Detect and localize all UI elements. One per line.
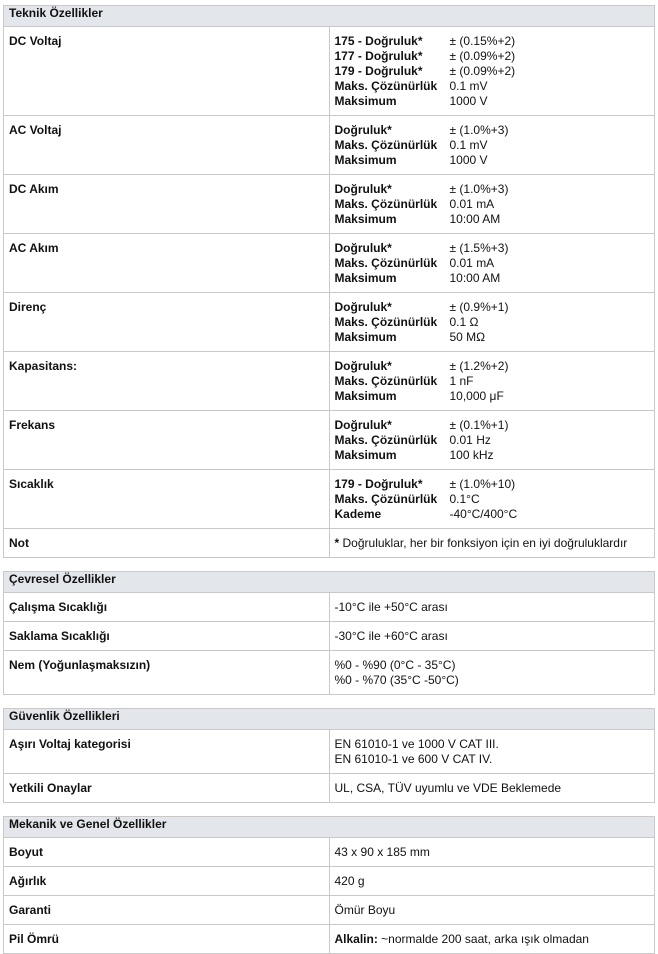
table-row — [4, 175, 655, 234]
row-label: Direnç — [4, 293, 330, 352]
table-row — [4, 925, 655, 954]
row-value — [329, 293, 655, 352]
spec-key: Doğruluk* — [334, 182, 392, 196]
battery-life: ~normalde 200 saat, arka ışık olmadan — [377, 932, 589, 946]
spec-value: -40°C/400°C — [449, 507, 518, 521]
table-row — [4, 593, 655, 622]
table-row — [4, 622, 655, 651]
spec-key: Doğruluk* — [334, 123, 392, 137]
spec-key: Doğruluk* — [334, 418, 392, 432]
row-value — [329, 867, 655, 896]
spec-key: Doğruluk* — [334, 241, 392, 255]
row-label: Sıcaklık — [4, 470, 330, 529]
note-text: Doğruluklar, her bir fonksiyon için en iyi doğruluklardır — [339, 536, 628, 550]
spec-value: ± (1.0%+10) — [449, 477, 516, 491]
spec-key: Kademe — [334, 507, 382, 521]
spec-key: Maksimum — [334, 153, 397, 167]
row-label: Nem (Yoğunlaşmaksızın) — [4, 651, 330, 695]
row-value — [329, 838, 655, 867]
spec-key: Maksimum — [334, 448, 397, 462]
spec-key: Maksimum — [334, 94, 397, 108]
row-label: Frekans — [4, 411, 330, 470]
value-line: EN 61010-1 ve 1000 V CAT III. — [334, 737, 499, 751]
row-value — [329, 27, 655, 116]
spec-value: ± (0.15%+2) — [449, 34, 516, 48]
row-label: DC Voltaj — [4, 27, 330, 116]
table-row — [4, 293, 655, 352]
table-row — [4, 411, 655, 470]
table-row — [4, 529, 655, 558]
spec-value: ± (1.2%+2) — [449, 359, 509, 373]
spec-value: 1 nF — [449, 374, 474, 388]
spec-value: 0.01 mA — [449, 256, 495, 270]
table-row — [4, 352, 655, 411]
spec-value: 100 kHz — [449, 448, 494, 462]
value-line: -30°C ile +60°C arası — [334, 629, 448, 643]
row-label: Aşırı Voltaj kategorisi — [4, 730, 330, 774]
row-label: Not — [4, 529, 330, 558]
spec-key: 177 - Doğruluk* — [334, 49, 423, 63]
table-row — [4, 470, 655, 529]
section-title: Güvenlik Özellikleri — [4, 709, 655, 730]
spec-key: Maks. Çözünürlük — [334, 315, 438, 329]
mechanical-specs-table — [3, 816, 655, 954]
row-value — [329, 774, 655, 803]
spec-value: ± (0.09%+2) — [449, 64, 516, 78]
spec-key: 179 - Doğruluk* — [334, 477, 423, 491]
row-label: Çalışma Sıcaklığı — [4, 593, 330, 622]
row-value — [329, 730, 655, 774]
table-row — [4, 867, 655, 896]
spec-key: Maksimum — [334, 330, 397, 344]
row-label: Boyut — [4, 838, 330, 867]
spec-key: Doğruluk* — [334, 300, 392, 314]
section-title: Çevresel Özellikler — [4, 572, 655, 593]
row-label: AC Akım — [4, 234, 330, 293]
battery-type: Alkalin: — [334, 932, 378, 946]
spec-key: Maks. Çözünürlük — [334, 197, 438, 211]
environmental-specs-table — [3, 571, 655, 695]
row-label: Ağırlık — [4, 867, 330, 896]
section-title: Mekanik ve Genel Özellikler — [4, 817, 655, 838]
row-value — [329, 116, 655, 175]
spec-value: ± (1.0%+3) — [449, 123, 509, 137]
row-value — [329, 925, 655, 954]
spec-key: Maksimum — [334, 271, 397, 285]
value-line: Ömür Boyu — [334, 903, 396, 917]
spec-value: 0.1°C — [449, 492, 480, 506]
spec-value: ± (0.9%+1) — [449, 300, 509, 314]
spec-value: 1000 V — [449, 94, 488, 108]
table-row — [4, 838, 655, 867]
spec-value: 0.01 mA — [449, 197, 495, 211]
table-row — [4, 116, 655, 175]
row-value — [329, 411, 655, 470]
row-label: DC Akım — [4, 175, 330, 234]
spec-value: 1000 V — [449, 153, 488, 167]
row-label: Garanti — [4, 896, 330, 925]
spec-value: 0.1 Ω — [449, 315, 479, 329]
spec-value: 0.1 mV — [449, 79, 488, 93]
row-label: Pil Ömrü — [4, 925, 330, 954]
value-line: %0 - %90 (0°C - 35°C) — [334, 658, 456, 672]
spec-value: ± (1.5%+3) — [449, 241, 509, 255]
table-row — [4, 896, 655, 925]
spec-value: ± (0.09%+2) — [449, 49, 516, 63]
table-row — [4, 27, 655, 116]
technical-specs-table — [3, 5, 655, 558]
value-line: EN 61010-1 ve 600 V CAT IV. — [334, 752, 493, 766]
value-line: UL, CSA, TÜV uyumlu ve VDE Beklemede — [334, 781, 562, 795]
row-value — [329, 352, 655, 411]
table-row — [4, 730, 655, 774]
row-value — [329, 593, 655, 622]
spec-value: 0.01 Hz — [449, 433, 491, 447]
note-asterisk: * — [334, 536, 340, 550]
spec-key: Maks. Çözünürlük — [334, 138, 438, 152]
row-value — [329, 896, 655, 925]
table-row — [4, 774, 655, 803]
table-row — [4, 651, 655, 695]
safety-specs-table — [3, 708, 655, 803]
spec-key: Maks. Çözünürlük — [334, 374, 438, 388]
row-value — [329, 529, 655, 558]
row-label: Yetkili Onaylar — [4, 774, 330, 803]
spec-value: 10:00 AM — [449, 271, 501, 285]
spec-document — [3, 0, 655, 954]
spec-key: 179 - Doğruluk* — [334, 64, 423, 78]
spec-value: 0.1 mV — [449, 138, 488, 152]
spec-key: Doğruluk* — [334, 359, 392, 373]
row-label: Saklama Sıcaklığı — [4, 622, 330, 651]
row-value — [329, 622, 655, 651]
row-label: AC Voltaj — [4, 116, 330, 175]
spec-value: 10:00 AM — [449, 212, 501, 226]
spec-key: Maksimum — [334, 212, 397, 226]
row-value — [329, 234, 655, 293]
row-value — [329, 175, 655, 234]
row-label: Kapasitans: — [4, 352, 330, 411]
spec-value: ± (0.1%+1) — [449, 418, 509, 432]
spec-key: Maks. Çözünürlük — [334, 492, 438, 506]
value-line: -10°C ile +50°C arası — [334, 600, 448, 614]
value-line: 420 g — [334, 874, 365, 888]
spec-value: 50 MΩ — [449, 330, 486, 344]
spec-key: Maks. Çözünürlük — [334, 79, 438, 93]
row-value — [329, 470, 655, 529]
value-line: %0 - %70 (35°C -50°C) — [334, 673, 459, 687]
row-value — [329, 651, 655, 695]
spec-value: 10,000 μF — [449, 389, 504, 403]
spec-value: ± (1.0%+3) — [449, 182, 509, 196]
section-title: Teknik Özellikler — [4, 6, 655, 27]
spec-key: Maksimum — [334, 389, 397, 403]
spec-key: Maks. Çözünürlük — [334, 256, 438, 270]
spec-key: Maks. Çözünürlük — [334, 433, 438, 447]
spec-key: 175 - Doğruluk* — [334, 34, 423, 48]
table-row — [4, 234, 655, 293]
value-line: 43 x 90 x 185 mm — [334, 845, 430, 859]
